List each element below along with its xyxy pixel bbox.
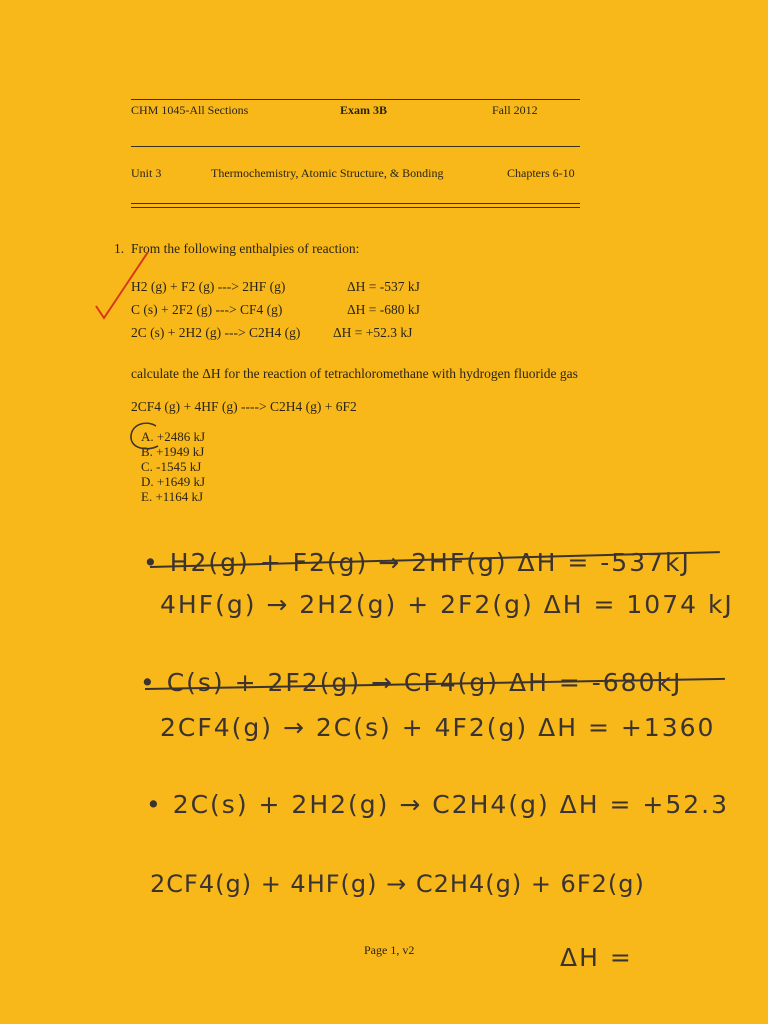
header-rule-top: [131, 99, 580, 100]
unit-topics: Thermochemistry, Atomic Structure, & Bonding: [211, 166, 444, 180]
reaction-1-enthalpy: ΔH = -537 kJ: [347, 279, 420, 294]
chapters: Chapters 6-10: [507, 166, 575, 180]
header-rule-middle: [131, 146, 580, 147]
question-prompt: From the following enthalpies of reaction:: [131, 241, 360, 256]
term: Fall 2012: [492, 103, 538, 117]
question-instruction: calculate the ΔH for the reaction of tetrachloromethane with hydrogen fluoride gas: [131, 366, 578, 381]
page-number: Page 1, v2: [364, 943, 415, 957]
course-title: CHM 1045-All Sections: [131, 103, 249, 117]
handwritten-line-6: 2CF4(g) + 4HF(g) → C2H4(g) + 6F2(g): [150, 870, 645, 898]
handwritten-line-5: • 2C(s) + 2H2(g) → C2H4(g) ΔH = +52.3: [146, 790, 729, 819]
target-reaction: 2CF4 (g) + 4HF (g) ----> C2H4 (g) + 6F2: [131, 399, 357, 414]
handwritten-delta-h: ΔH =: [560, 943, 633, 972]
answer-circle-icon: [126, 420, 166, 454]
reaction-2-equation: C (s) + 2F2 (g) ---> CF4 (g): [131, 302, 283, 317]
question-number: 1.: [114, 241, 125, 256]
handwritten-line-2: 4HF(g) → 2H2(g) + 2F2(g) ΔH = 1074 kJ: [160, 590, 734, 619]
reaction-2-enthalpy: ΔH = -680 kJ: [347, 302, 420, 317]
choice-c[interactable]: C. -1545 kJ: [141, 459, 202, 474]
reaction-3-enthalpy: ΔH = +52.3 kJ: [333, 325, 413, 340]
choice-b[interactable]: B. +1949 kJ: [141, 444, 205, 459]
reaction-3-equation: 2C (s) + 2H2 (g) ---> C2H4 (g): [131, 325, 301, 340]
choice-a[interactable]: A. +2486 kJ: [141, 429, 206, 444]
red-check-mark-icon: [90, 248, 170, 328]
handwritten-line-1: • H2(g) + F2(g) → 2HF(g) ΔH = -537kJ: [143, 548, 691, 577]
choice-d[interactable]: D. +1649 kJ: [141, 474, 206, 489]
handwritten-line-3: • C(s) + 2F2(g) → CF4(g) ΔH = -680kJ: [140, 668, 683, 697]
handwritten-line-4: 2CF4(g) → 2C(s) + 4F2(g) ΔH = +1360: [160, 713, 716, 742]
header-rule-bottom-1: [131, 203, 580, 204]
unit-label: Unit 3: [131, 166, 162, 180]
choice-e[interactable]: E. +1164 kJ: [141, 489, 204, 504]
exam-title: Exam 3B: [340, 103, 388, 117]
reaction-1-equation: H2 (g) + F2 (g) ---> 2HF (g): [131, 279, 286, 294]
header-rule-bottom-2: [131, 207, 580, 208]
